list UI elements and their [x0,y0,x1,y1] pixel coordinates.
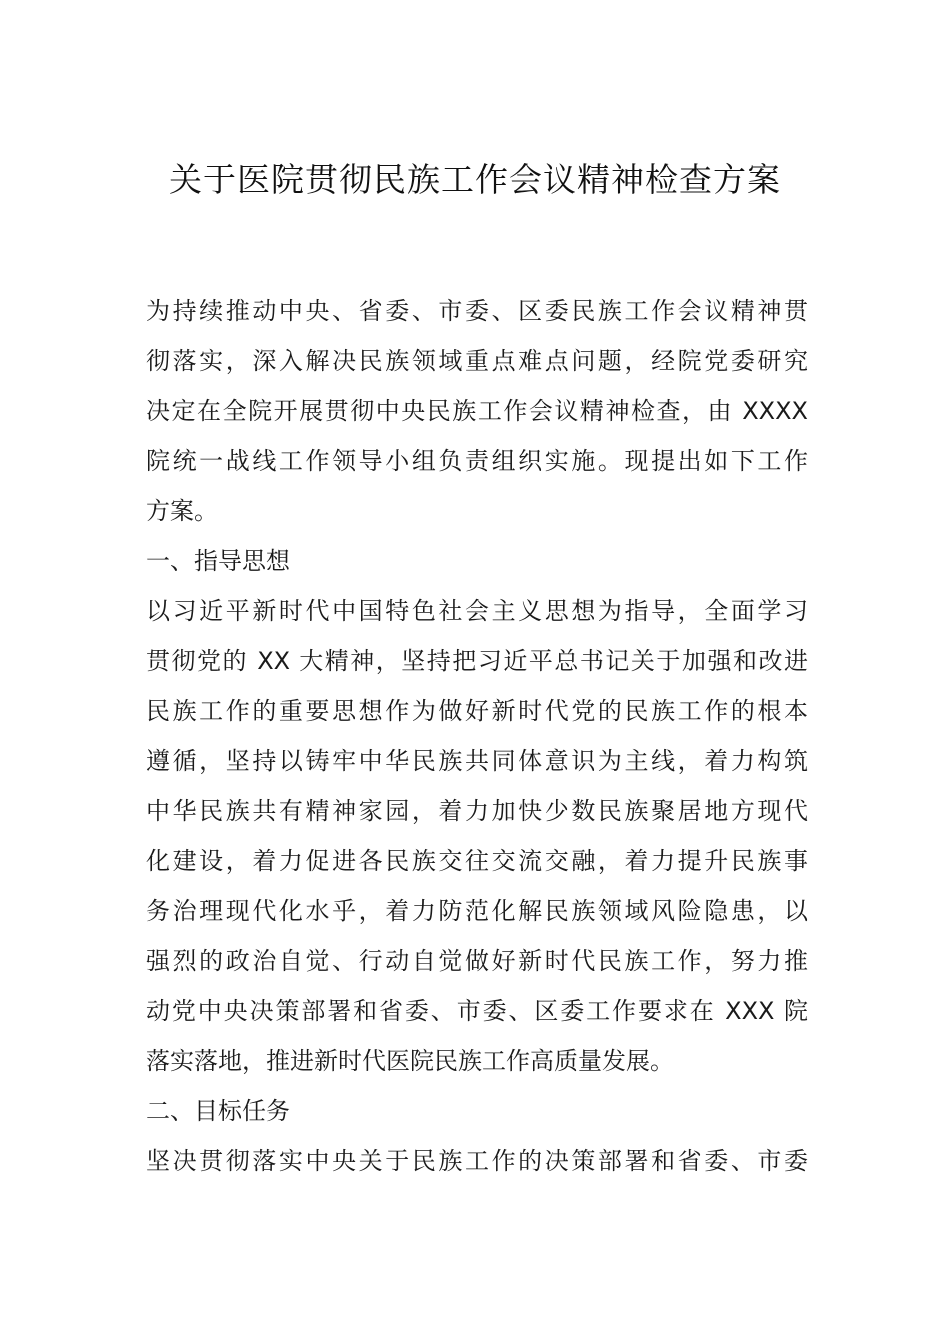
text-line: 务治理现代化水乎，着力防范化解民族领域风险隐患，以 [146,897,808,925]
text-line: 动党中央决策部署和省委、市委、区委工作要求在 XXX 院 [146,997,808,1025]
text-line: 落实落地，推进新时代医院民族工作高质量发展。 [146,1047,674,1075]
document-title: 关于医院贯彻民族工作会议精神检查方案 [169,160,781,199]
text-line: 二、目标任务 [146,1097,290,1125]
text-line: 民族工作的重要思想作为做好新时代党的民族工作的根本 [146,697,808,725]
text-line: 院统一战线工作领导小组负责组织实施。现提出如下工作 [146,447,808,475]
text-line: 彻落实，深入解决民族领域重点难点问题，经院党委研究 [146,347,808,375]
document-body [146,286,808,1186]
text-line: 强烈的政治自觉、行动自觉做好新时代民族工作，努力推 [146,947,808,975]
text-line: 遵循，坚持以铸牢中华民族共同体意识为主线，着力构筑 [146,747,808,775]
text-line: 化建设，着力促进各民族交往交流交融，着力提升民族事 [146,847,808,875]
text-line: 决定在全院开展贯彻中央民族工作会议精神检查，由 XXXX [146,397,808,425]
text-line: 中华民族共有精神家园，着力加快少数民族聚居地方现代 [146,797,808,825]
text-line: 贯彻党的 XX 大精神，坚持把习近平总书记关于加强和改进 [146,647,808,675]
text-line: 方案。 [146,497,218,525]
text-line: 以习近平新时代中国特色社会主义思想为指导，全面学习 [146,597,808,625]
text-line: 坚决贯彻落实中央关于民族工作的决策部署和省委、市委 [146,1147,808,1175]
text-line: 为持续推动中央、省委、市委、区委民族工作会议精神贯 [146,297,808,325]
text-line: 一、指导思想 [146,547,290,575]
